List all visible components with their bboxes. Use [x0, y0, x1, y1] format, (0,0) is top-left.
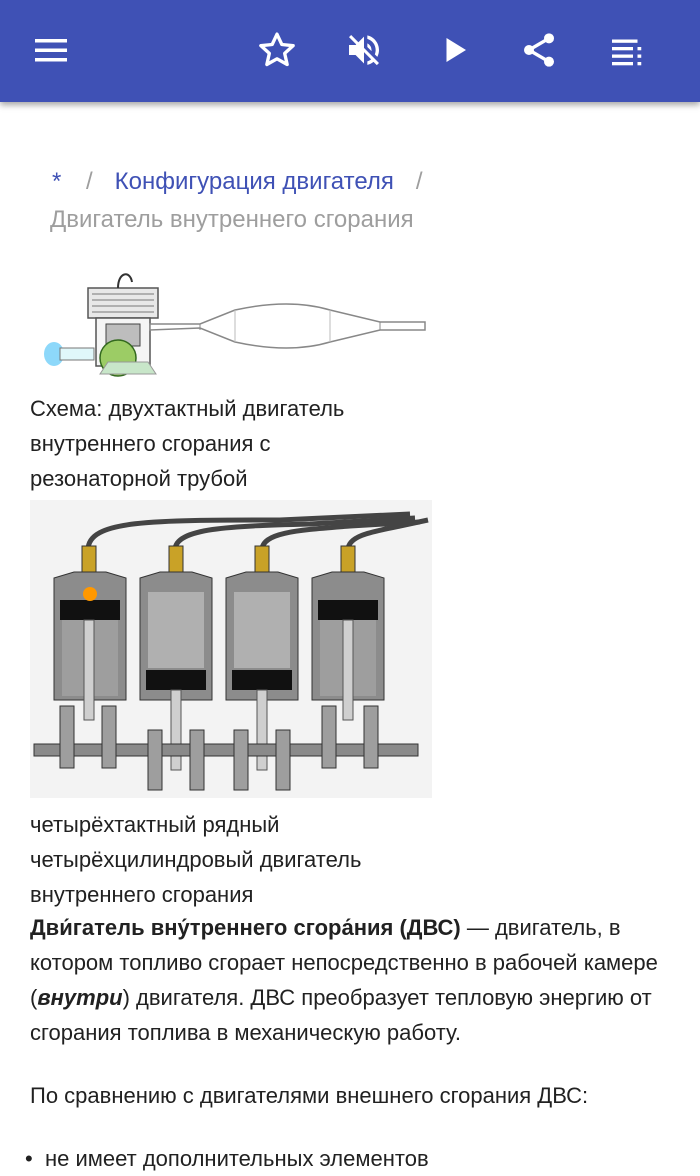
contents-button[interactable] — [597, 20, 657, 80]
breadcrumb-separator: / — [415, 168, 423, 195]
definition-text: — двигатель, в котором топливо сгорает непосредственно в рабочей камере ( — [30, 915, 658, 1010]
definition-text-end: ) двигателя. ДВС преобразует тепловую энергию от сгорания топлива в механическую работу. — [30, 985, 652, 1045]
play-icon — [436, 32, 472, 68]
breadcrumb-root-link[interactable]: * — [52, 168, 62, 195]
share-icon — [519, 30, 559, 70]
figure-caption: Схема: двухтактный двигатель внутреннего сгорания с резонаторной трубой — [30, 396, 345, 491]
breadcrumb — [52, 163, 672, 239]
list-icon — [609, 32, 645, 68]
figure-caption: четырёхтактный рядный четырёхцилиндровый двигатель внутреннего сгорания — [30, 812, 362, 907]
inline-four-engine-image[interactable] — [30, 500, 432, 798]
term-bold: Дви́гатель вну́треннего сгора́ния (ДВС) — [30, 915, 461, 940]
breadcrumb-link[interactable]: Конфигурация двигателя — [114, 168, 394, 195]
mute-icon — [344, 30, 384, 70]
definition-paragraph — [30, 910, 670, 1050]
emphasis-inside: внутри — [37, 985, 123, 1010]
mute-button[interactable] — [334, 20, 394, 80]
breadcrumb-current: Двигатель внутреннего сгорания — [50, 206, 414, 233]
favorite-button[interactable] — [247, 20, 307, 80]
share-button[interactable] — [509, 20, 569, 80]
breadcrumb-separator: / — [86, 168, 93, 195]
menu-button[interactable] — [21, 20, 81, 80]
menu-icon — [33, 36, 69, 64]
app-toolbar — [0, 0, 700, 102]
comparison-intro: По сравнению с двигателями внешнего сгорания ДВС: — [30, 1083, 589, 1108]
play-button[interactable] — [424, 20, 484, 80]
list-item: • не имеет дополнительных элементов — [45, 1141, 429, 1176]
two-stroke-engine-illustration — [30, 262, 430, 382]
star-icon — [257, 30, 297, 70]
two-stroke-engine-image[interactable] — [30, 262, 430, 382]
inline-four-engine-illustration — [30, 500, 432, 798]
